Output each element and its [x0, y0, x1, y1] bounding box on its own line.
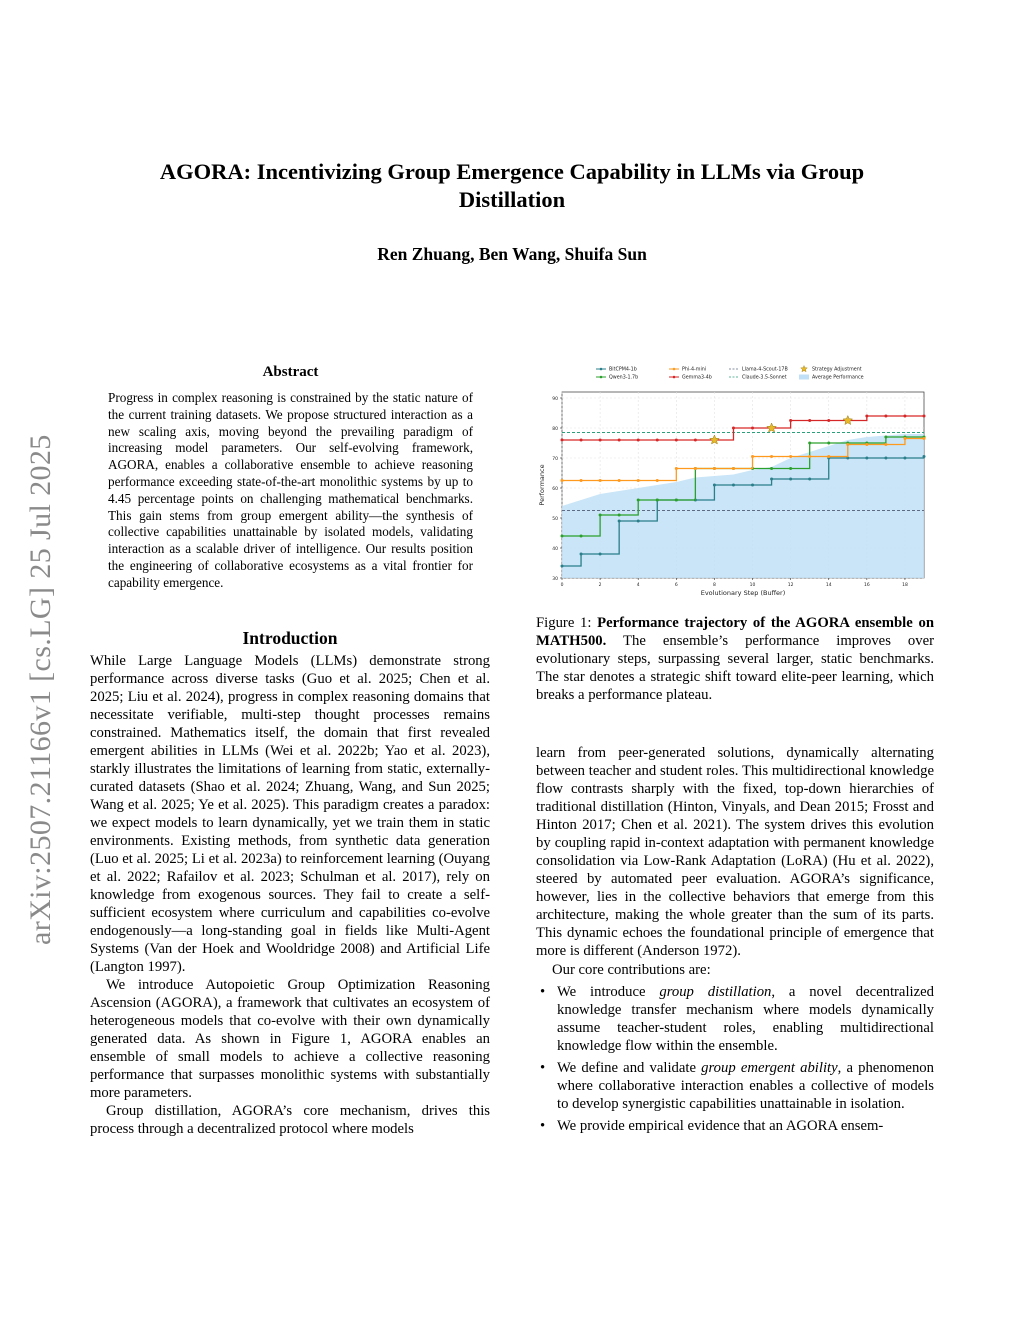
data-point-qwen3-1-7b [656, 499, 659, 502]
legend-label-strategy-adjustment: Strategy Adjustment [812, 367, 862, 373]
data-point-gemma3-4b [561, 439, 564, 442]
data-point-phi-4-mini [580, 479, 583, 482]
x-tick-label: 10 [749, 583, 756, 588]
data-point-gemma3-4b [618, 439, 621, 442]
abstract-heading: Abstract [262, 364, 319, 380]
legend-marker-gemma3-4b [673, 376, 676, 379]
intro-paragraph-1: While Large Language Models (LLMs) demonstrate strong performance across diverse tasks (Guo et al. 2025; Chen et al. 2025; Liu et al. 2024), progress in complex reasoning domains that necessitate verifiable, multi-step thought processes remains constrained. Mathematics itself, the domain that first revealed emergent abilities in LLMs (Wei et al. 2022b; Yao et al. 2023), starkly illustrates the limitations of learning from static, externally-curated datasets (Shao et al. 2024; Zhuang, Wang, and Sun 2025; Wang et al. 2025; Ye et al. 2025). This paradigm creates a paradox: we expect models to learn dynamically, yet we train them in static environments. Existing methods, from synthetic data generation (Luo et al. 2025; Li et al. 2023a) to reinforcement learning (Ouyang et al. 2022; Rafailov et al. 2023; Schulman et al. 2017), rely on knowledge from exogenous sources. They fail to create a self-sufficient ecosystem where curriculum and capabilities co-evolve endogenously—a long-standing goal in fields like Multi-Agent Systems (Van der Hoek and Wooldridge 2008) and Artificial Life (Langton 1997). [90, 653, 490, 975]
data-point-phi-4-mini [561, 479, 564, 482]
intro-paragraph-4: learn from peer-generated solutions, dynamically alternating between teacher and student roles. This multidirectional knowledge flow contrasts sharply with the fixed, top-down hierarchies of traditional distillation (Hinton, Vinyals, and Dean 2015; Frosst and Hinton 2017; Chen et al. 2021). The system drives this evolution by coupling rapid in-context adaptation with permanent knowledge consolidation via Low-Rank Adaptation (LoRA) (Hu et al. 2022), steered by automated peer evaluation. AGORA’s significance, however, lies in the collective behaviors that emerge from this architecture, making the whole greater than the sum of its parts. This dynamic echoes the foundational principle of emergence that more is different (Anderson 1972). [536, 745, 934, 959]
data-point-phi-4-mini [618, 479, 621, 482]
y-tick-label: 90 [552, 397, 558, 402]
intro-paragraph-3: Group distillation, AGORA’s core mechanism, drives this process through a decentralized protocol where models [90, 1103, 490, 1137]
data-point-phi-4-mini [656, 479, 659, 482]
data-point-phi-4-mini [770, 455, 773, 458]
data-point-bitcpm4-1b [789, 478, 792, 481]
contributions-lead: Our core contributions are: [552, 962, 711, 978]
data-point-phi-4-mini [865, 443, 868, 446]
bullet-1-pre: We introduce [557, 984, 660, 1000]
data-point-gemma3-4b [599, 439, 602, 442]
data-point-phi-4-mini [713, 467, 716, 470]
data-point-gemma3-4b [694, 439, 697, 442]
y-tick-label: 70 [552, 457, 558, 462]
data-point-bitcpm4-1b [884, 457, 887, 460]
x-tick-label: 8 [712, 583, 716, 588]
data-point-gemma3-4b [675, 439, 678, 442]
data-point-gemma3-4b [884, 415, 887, 418]
data-point-bitcpm4-1b [808, 478, 811, 481]
data-point-qwen3-1-7b [884, 436, 887, 439]
data-point-bitcpm4-1b [561, 565, 564, 568]
data-point-phi-4-mini [694, 467, 697, 470]
data-point-bitcpm4-1b [618, 520, 621, 523]
title-line-1: AGORA: Incentivizing Group Emergence Capability in LLMs via Group [159, 159, 865, 184]
y-axis-label: Performance [538, 464, 546, 506]
data-point-gemma3-4b [789, 419, 792, 422]
data-point-qwen3-1-7b [808, 442, 811, 445]
data-point-gemma3-4b [903, 415, 906, 418]
data-point-phi-4-mini [732, 467, 735, 470]
data-point-bitcpm4-1b [903, 457, 906, 460]
legend-label-claude-3-5-sonnet: Claude-3.5-Sonnet [742, 375, 787, 381]
performance-chart-svg [534, 360, 934, 600]
data-point-qwen3-1-7b [618, 514, 621, 517]
introduction-heading: Introduction [242, 628, 338, 648]
data-point-qwen3-1-7b [599, 514, 602, 517]
caption-label: Figure 1: [536, 615, 592, 631]
caption-bold: Performance trajectory of the AGORA ensemble on MATH500. [536, 615, 934, 649]
data-point-qwen3-1-7b [770, 467, 773, 470]
data-point-bitcpm4-1b [599, 553, 602, 556]
intro-paragraph-2: We introduce Autopoietic Group Optimization Reasoning Ascension (AGORA), a framework that cultivates an ecosystem of heterogeneous models that co-evolve with their own dynamically generated data. As shown in Figure 1, AGORA enables an ensemble of small models to achieve a collective reasoning performance that surpasses monolithic systems with substantially more parameters. [90, 977, 490, 1101]
data-point-gemma3-4b [656, 439, 659, 442]
data-point-phi-4-mini [903, 437, 906, 440]
data-point-bitcpm4-1b [923, 455, 926, 458]
data-point-phi-4-mini [827, 455, 830, 458]
data-point-qwen3-1-7b [789, 467, 792, 470]
data-point-phi-4-mini [923, 437, 926, 440]
data-point-phi-4-mini [599, 479, 602, 482]
x-tick-label: 6 [674, 583, 678, 588]
legend-label-bitcpm4-1b: BitCPM4-1b [609, 367, 637, 373]
legend-marker-phi-4-mini [673, 368, 676, 371]
data-point-gemma3-4b [751, 427, 754, 430]
list-item [536, 1059, 934, 1113]
x-tick-label: 14 [825, 583, 832, 588]
data-point-gemma3-4b [808, 419, 811, 422]
caption-text: The ensemble’s performance improves over evolutionary steps, surpassing several larger, static benchmarks. The star denotes a strategic shift toward elite-peer learning, which breaks a performance plateau. [536, 633, 934, 703]
abstract-text: Progress in complex reasoning is constrained by the static nature of the current training datasets. We propose structured interaction as a new scaling axis, moving beyond the prevailing paradigm of increasing model parameters. Our self-evolving framework, AGORA, enables a collaborative ensemble to achieve reasoning performance exceeding state-of-the-art monolithic systems by up to 4.45 percentage points on challenging mathematical benchmarks. This gain stems from group emergent ability—the synthesis of collective capabilities unattainable by isolated models, validating interaction as a scalable driver of intelligence. Our results position the engineering of collaborative ecosystems as a vital frontier for capability emergence. [108, 390, 473, 590]
data-point-phi-4-mini [789, 455, 792, 458]
bullet-3: We provide empirical evidence that an AGORA ensem- [557, 1118, 884, 1134]
bullet-2-pre: We define and validate [557, 1060, 702, 1076]
data-point-gemma3-4b [732, 427, 735, 430]
authors: Ren Zhuang, Ben Wang, Shuifa Sun [377, 244, 647, 264]
x-tick-label: 16 [863, 583, 870, 588]
y-tick-label: 40 [552, 547, 558, 552]
x-tick-label: 12 [787, 583, 794, 588]
y-tick-label: 50 [552, 517, 558, 522]
data-point-phi-4-mini [884, 443, 887, 446]
y-tick-label: 30 [552, 577, 558, 582]
right-column [536, 744, 934, 1139]
bullet-1-em: group distillation [659, 984, 772, 1000]
x-tick-label: 18 [902, 583, 908, 588]
x-tick-label: 4 [636, 583, 640, 588]
legend-label-phi-4-mini: Phi-4-mini [682, 367, 707, 373]
legend-label-qwen3-1-7b: Qwen3-1.7b [609, 375, 639, 381]
data-point-qwen3-1-7b [580, 535, 583, 538]
legend-label-average-performance: Average Performance [812, 375, 864, 381]
y-tick-label: 60 [552, 487, 558, 492]
data-point-gemma3-4b [827, 419, 830, 422]
data-point-gemma3-4b [923, 415, 926, 418]
data-point-phi-4-mini [637, 479, 640, 482]
data-point-bitcpm4-1b [580, 553, 583, 556]
legend-marker-qwen3-1-7b [600, 376, 603, 379]
data-point-qwen3-1-7b [827, 442, 830, 445]
legend-label-llama-4-scout-17b: Llama-4-Scout-17B [742, 367, 788, 373]
bullet-1-post: , a novel decentralized knowledge transfer mechanism where models dynamically assume teacher-student roles, enabling multidirectional knowledge flow within the ensemble. [557, 984, 934, 1054]
data-point-bitcpm4-1b [865, 457, 868, 460]
x-tick-label: 2 [598, 583, 602, 588]
data-point-phi-4-mini [808, 455, 811, 458]
paper-title [0, 158, 1024, 214]
data-point-bitcpm4-1b [732, 484, 735, 487]
title-line-2: Distillation [458, 187, 566, 212]
data-point-bitcpm4-1b [770, 478, 773, 481]
data-point-gemma3-4b [865, 415, 868, 418]
legend-swatch-average-performance [799, 375, 809, 380]
list-item [536, 983, 934, 1055]
data-point-phi-4-mini [675, 467, 678, 470]
data-point-qwen3-1-7b [637, 499, 640, 502]
bullet-2-post: , a phenomenon where collaborative interaction enables a collective of models to develop synergistic capabilities unattainable in isolation. [557, 1060, 934, 1112]
left-column [90, 652, 490, 1138]
y-tick-label: 80 [552, 427, 558, 432]
legend-marker-bitcpm4-1b [600, 368, 603, 371]
data-point-bitcpm4-1b [713, 484, 716, 487]
legend-swatch-strategy-adjustment [801, 366, 808, 372]
figure-1-chart [534, 360, 934, 600]
list-item [536, 1117, 934, 1135]
bullet-2-em: group emergent ability [701, 1060, 838, 1076]
legend-label-gemma3-4b: Gemma3-4b [682, 375, 712, 381]
data-point-qwen3-1-7b [561, 535, 564, 538]
data-point-gemma3-4b [580, 439, 583, 442]
data-point-phi-4-mini [846, 443, 849, 446]
data-point-phi-4-mini [751, 455, 754, 458]
data-point-bitcpm4-1b [637, 520, 640, 523]
x-tick-label: 0 [560, 583, 564, 588]
data-point-qwen3-1-7b [675, 499, 678, 502]
data-point-gemma3-4b [637, 439, 640, 442]
contributions-list [536, 983, 934, 1135]
arxiv-stamp: arXiv:2507.21166v1 [cs.LG] 25 Jul 2025 [24, 434, 57, 945]
x-axis-label: Evolutionary Step (Buffer) [700, 589, 786, 597]
data-point-bitcpm4-1b [751, 484, 754, 487]
figure-1-caption [536, 614, 934, 704]
